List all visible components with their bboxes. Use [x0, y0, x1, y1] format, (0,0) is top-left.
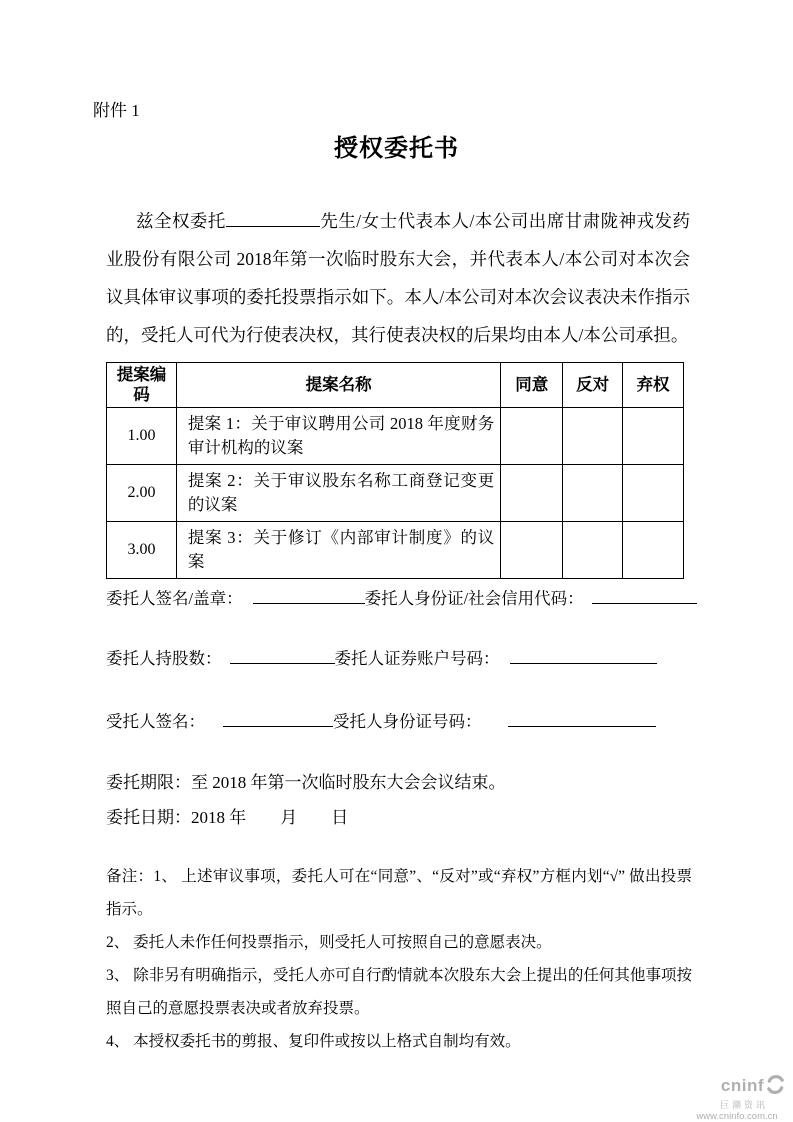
proposal-name: 提案 1：关于审议聘用公司 2018 年度财务审计机构的议案	[176, 408, 500, 465]
principal-signature-line	[106, 585, 706, 609]
proposal-code: 3.00	[107, 522, 177, 579]
vote-cell-agree	[501, 408, 563, 465]
note-item-4: 4、 本授权委托书的剪报、复印件或按以上格式自制均有效。	[106, 1033, 521, 1050]
header-agree: 同意	[501, 363, 563, 408]
proposal-name: 提案 2：关于审议股东名称工商登记变更的议案	[176, 465, 500, 522]
principal-id-blank	[592, 588, 697, 605]
cninfo-url: www.cninfo.com.cn	[696, 1111, 778, 1122]
table-header-row	[107, 363, 684, 408]
proxy-id-label: 受托人身份证号码：	[333, 712, 482, 731]
header-abstain: 弃权	[623, 363, 684, 408]
vote-cell-against	[563, 522, 623, 579]
attachment-label: 附件 1	[93, 101, 140, 120]
header-proposal-code: 提案编码	[107, 363, 177, 408]
header-proposal-name: 提案名称	[176, 363, 500, 408]
vote-cell-against	[563, 465, 623, 522]
note-item-2: 2、 委托人未作任何投票指示，则受托人可按照自己的意愿表决。	[106, 934, 552, 951]
vote-cell-abstain	[623, 522, 684, 579]
proxy-date: 委托日期：2018 年 月 日	[106, 808, 349, 827]
proposal-row	[107, 465, 684, 522]
proxy-sign-blank	[223, 711, 333, 728]
principal-shares-line	[106, 645, 706, 669]
proxy-signature-line	[106, 708, 706, 732]
proxy-sign-label: 受托人签名：	[106, 712, 205, 731]
vote-cell-against	[563, 408, 623, 465]
intro-paragraph	[106, 202, 690, 354]
proxy-id-blank	[508, 711, 656, 728]
cninfo-swirl-icon	[765, 1074, 786, 1100]
note-item-1: 备注：1、 上述审议事项，委托人可在“同意”、“反对”或“弃权”方框内划“√” 做出投票指示。	[106, 868, 692, 918]
principal-sign-blank	[253, 588, 365, 605]
notes-section	[106, 860, 692, 1058]
intro-rest: 先生/女士代表本人/本公司出席甘肃陇神戎发药业股份有限公司 2018年第一次临时股东大会，并代表本人/本公司对本次会议具体审议事项的委托投票指示如下。本人/本公司对本次会议表决未作指示的，受托人可代为行使表决权，其行使表决权的后果均由本人/本公司承担。	[106, 211, 690, 345]
vote-cell-agree	[501, 522, 563, 579]
proposal-code: 1.00	[107, 408, 177, 465]
cninfo-brand-text: cninf	[720, 1076, 764, 1096]
principal-shares-label: 委托人持股数：	[106, 649, 222, 668]
proposal-row	[107, 522, 684, 579]
cninfo-logo	[686, 1074, 788, 1122]
vote-cell-abstain	[623, 408, 684, 465]
principal-id-label: 委托人身份证/社会信用代码：	[364, 589, 584, 608]
proposal-table	[106, 362, 684, 579]
intro-prefix: 兹全权委托	[136, 211, 226, 231]
page-title: 授权委托书	[334, 135, 459, 162]
proxy-duration: 委托期限：至 2018 年第一次临时股东大会会议结束。	[106, 773, 506, 792]
proposal-row	[107, 408, 684, 465]
note-item-3: 3、 除非另有明确指示，受托人亦可自行酌情就本次股东大会上提出的任何其他事项按照自己的意愿投票表决或者放弃投票。	[106, 967, 692, 1017]
principal-sign-label: 委托人签名/盖章：	[106, 589, 243, 608]
proxy-name-blank	[226, 210, 320, 228]
principal-shares-blank	[230, 648, 335, 665]
proposal-name: 提案 3：关于修订《内部审计制度》的议案	[176, 522, 500, 579]
principal-account-blank	[510, 648, 657, 665]
vote-cell-agree	[501, 465, 563, 522]
header-against: 反对	[563, 363, 623, 408]
principal-account-label: 委托人证券账户号码：	[334, 649, 500, 668]
vote-cell-abstain	[623, 465, 684, 522]
proposal-code: 2.00	[107, 465, 177, 522]
cninfo-subtitle: 巨潮资讯	[719, 1099, 768, 1110]
